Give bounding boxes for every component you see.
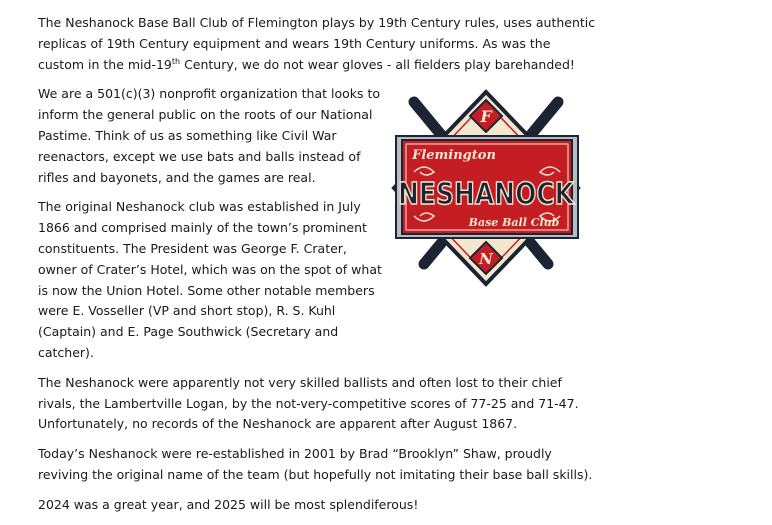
paragraph-season: 2024 was a great year, and 2025 will be most splendiferous! <box>38 496 419 512</box>
logo-club: Base Ball Club <box>468 216 560 229</box>
neshanock-logo <box>388 86 584 290</box>
logo-bottom-letter: N <box>479 250 493 268</box>
paragraph-rivals: The Neshanock were apparently not very skilled ballists and often lost to their chief rivals, the Lambertville Logan, by the not-very-competitive scores of 77-25 and 71-47. Unfortunately, no records of the Neshanock are apparent after August 1867. <box>38 374 579 432</box>
logo-town: Flemington <box>412 148 496 163</box>
logo-top-letter: F <box>480 107 492 126</box>
paragraph-history: The original Neshanock club was established in July 1866 and comprised mainly of the town’s prominent constituents. The President was George F. Crater, owner of Crater’s Hotel, which was on the spot of what is now the Union Hotel. Some other notable members were E. Vosseller (VP and short stop), R. S. Kuhl (Captain) and E. Page Southwick (Secretary and catcher). <box>38 199 382 360</box>
paragraph-intro: The Neshanock Base Ball Club of Flemington plays by 19th Century rules, uses authentic replicas of 19th Century equipment and wears 19th Century uniforms. As was the custom in the mid-19th Century, we do not wear gloves - all fielders play barehanded! <box>38 15 596 72</box>
paragraph-nonprofit: We are a 501(c)(3) nonprofit organization that looks to inform the general public on the roots of our National Pastime. Think of us as something like Civil War reenactors, except we use bats and balls instead of rifles and bayonets, and the games are real. <box>38 86 381 185</box>
paragraph-reestablished: Today’s Neshanock were re-established in 2001 by Brad “Brooklyn” Shaw, proudly reviving the original name of the team (but hopefully not imitating their base ball skills). <box>38 446 593 482</box>
logo-team-name: NESHANOCK <box>398 177 576 212</box>
